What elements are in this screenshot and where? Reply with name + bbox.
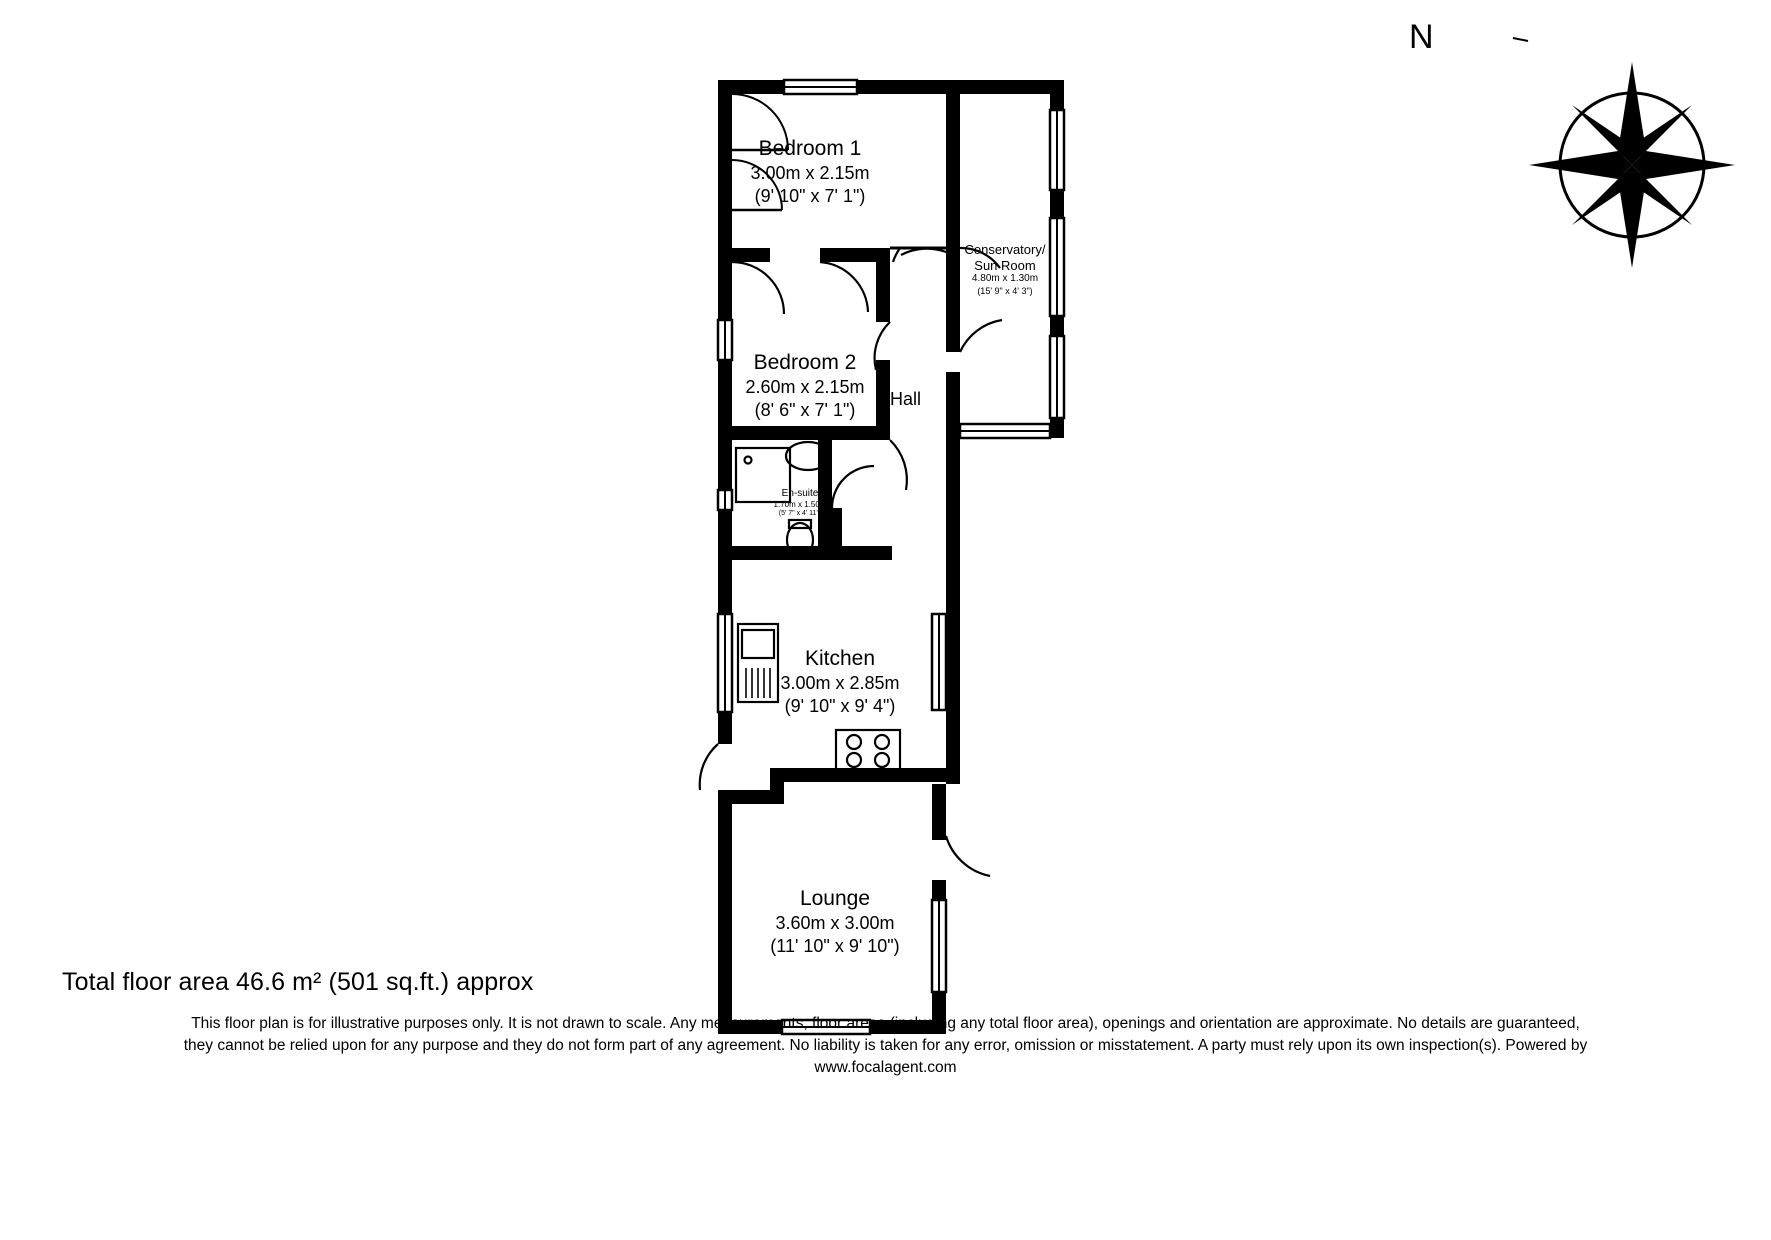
room-name: Bedroom 1 <box>758 137 862 160</box>
room-name: Lounge <box>799 887 871 910</box>
room-dimension-metric: 2.60m x 2.15m <box>745 377 865 398</box>
room-name-second-line: Sun Room <box>974 257 1036 273</box>
room-dimension-imperial: (9' 10" x 9' 4") <box>784 695 896 716</box>
room-label-bedroom2 <box>695 350 915 421</box>
room-dimension-metric: 1.70m x 1.50m <box>773 499 827 509</box>
room-name: Kitchen <box>804 647 876 670</box>
disclaimer-line-1: This floor plan is for illustrative purposes only. It is not drawn to scale. Any measurements, floor areas (including any total floor area), openings and orientation are approximate. No details are guaranteed, <box>191 1015 1580 1032</box>
room-dimension-imperial: (15' 9" x 4' 3") <box>977 285 1033 296</box>
compass-north-letter: N <box>1409 18 1434 56</box>
kitchen-hob <box>836 730 900 770</box>
room-label-bedroom1 <box>700 136 920 207</box>
room-name: Conservatory/ <box>964 242 1046 257</box>
room-dimension-metric: 3.00m x 2.15m <box>750 163 870 184</box>
room-label-kitchen <box>730 646 950 717</box>
room-dimension-imperial: (5' 7" x 4' 11") <box>778 509 822 517</box>
room-name: Bedroom 2 <box>753 351 857 374</box>
room-label-ensuite <box>730 488 870 518</box>
room-label-hall: Hall <box>890 389 922 409</box>
room-label-conservatory <box>930 242 1080 297</box>
room-label-lounge <box>725 886 945 957</box>
room-dimension-metric: 3.60m x 3.00m <box>775 913 895 934</box>
room-dimension-metric: 4.80m x 1.30m <box>971 273 1039 285</box>
room-dimension-imperial: (8' 6" x 7' 1") <box>754 399 856 420</box>
room-dimension-imperial: (11' 10" x 9' 10") <box>770 935 900 956</box>
shower-drain <box>745 457 752 464</box>
compass-rose <box>1513 38 1735 268</box>
room-name: En-suite <box>781 488 819 499</box>
disclaimer-line-2: they cannot be relied upon for any purpose and they do not form part of any agreement. No liability is taken for any error, omission or misstatement. A party must rely upon its own inspection(s). Powered by <box>183 1037 1588 1054</box>
total-floor-area-text: Total floor area 46.6 m² (501 sq.ft.) approx <box>62 968 534 996</box>
disclaimer-website: www.focalagent.com <box>814 1059 957 1076</box>
room-dimension-metric: 3.00m x 2.85m <box>780 673 900 694</box>
disclaimer-text <box>0 1013 1771 1079</box>
room-dimension-imperial: (9' 10" x 7' 1") <box>754 185 866 206</box>
